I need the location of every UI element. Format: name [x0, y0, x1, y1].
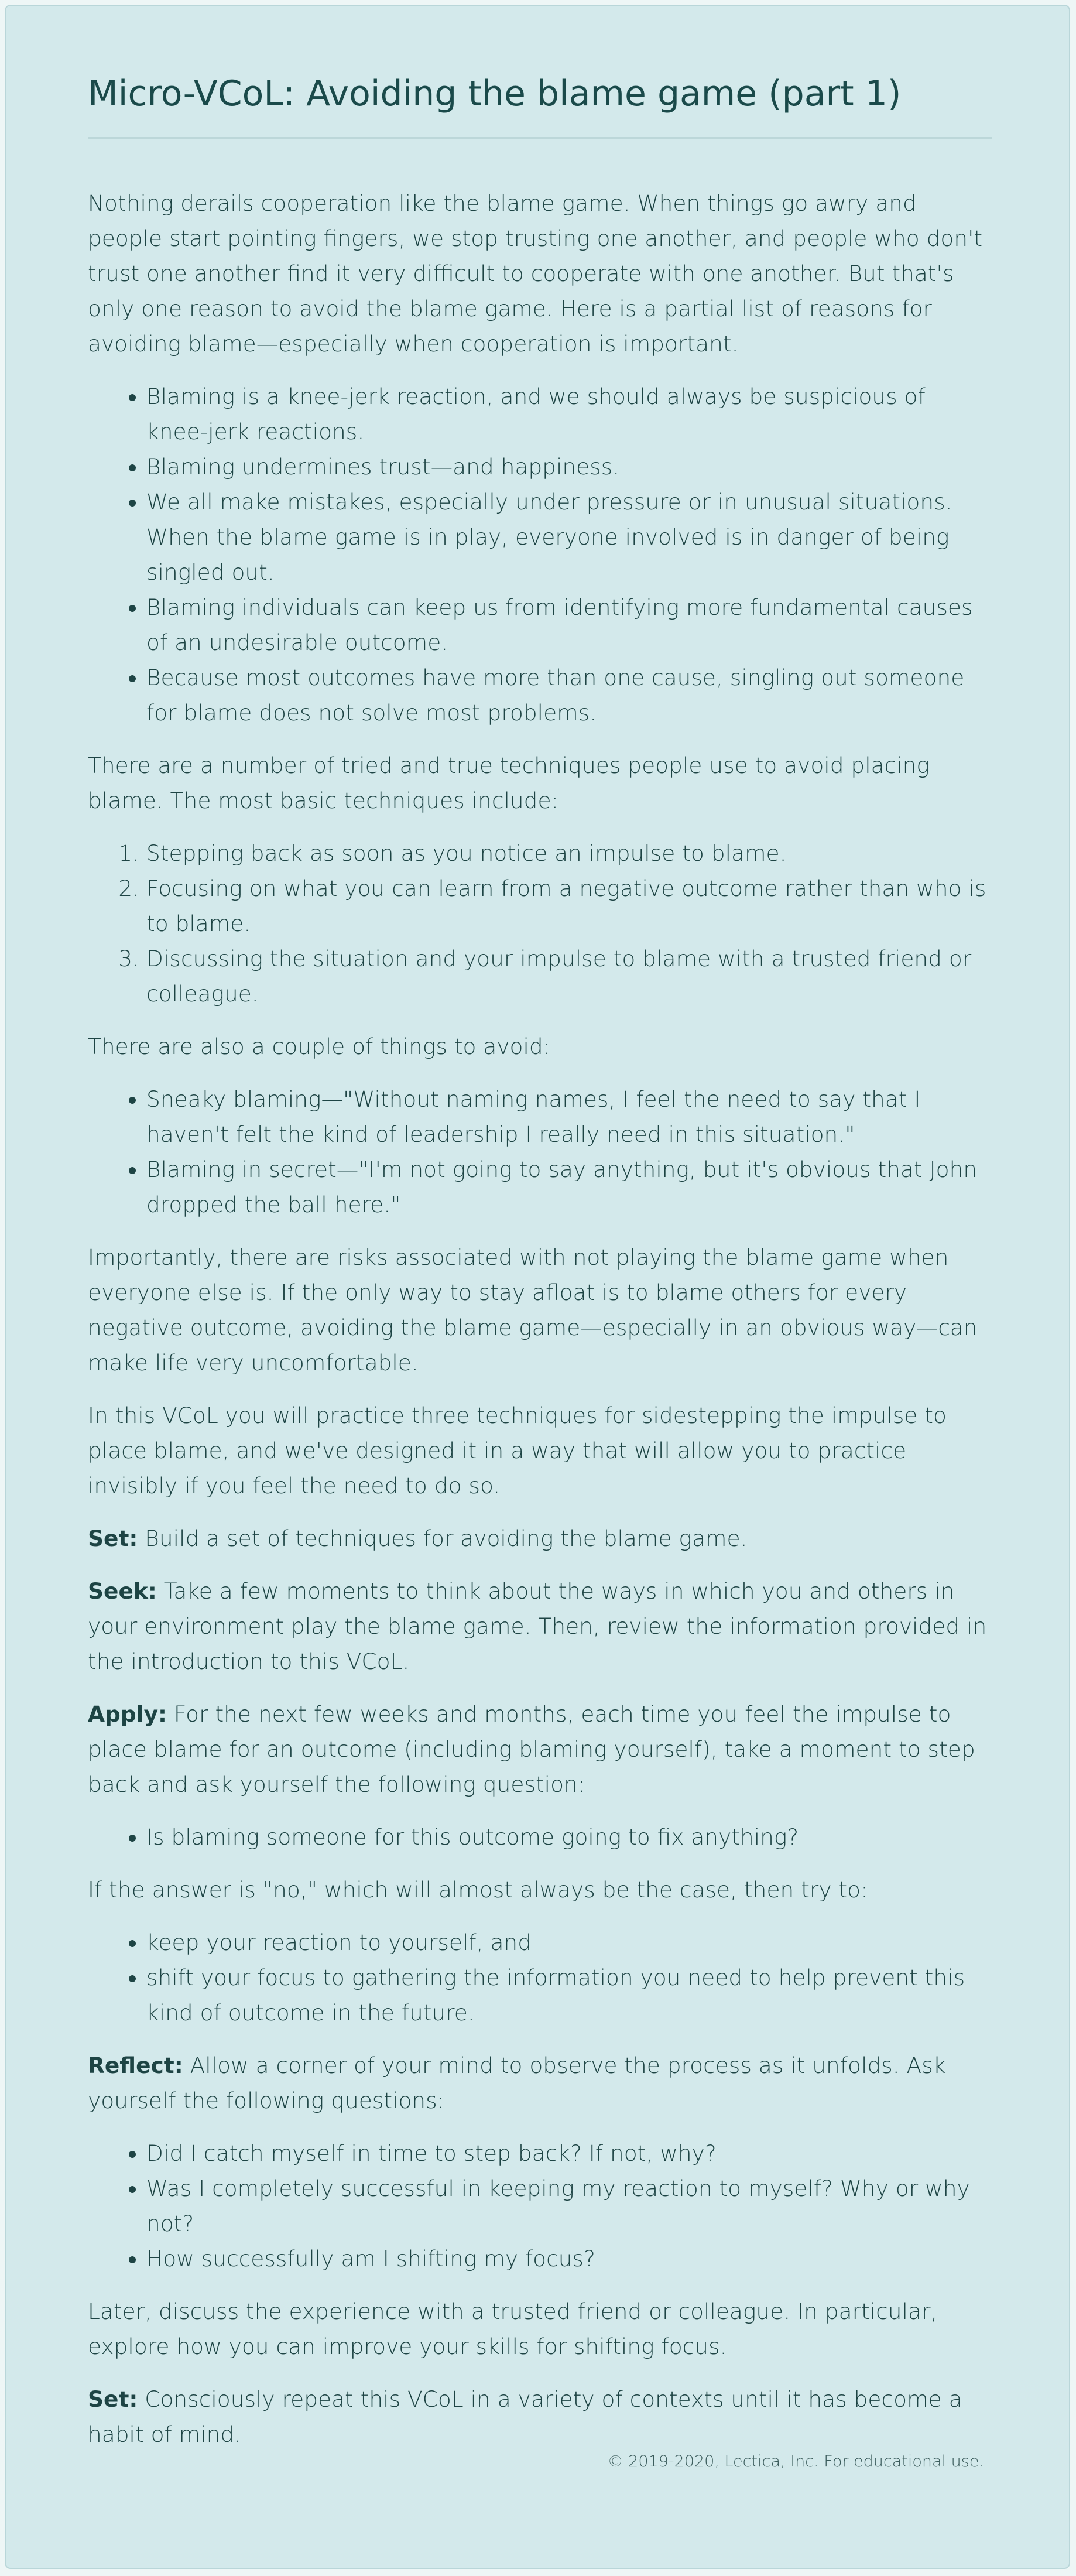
risks-paragraph: Importantly, there are risks associated with not playing the blame game when everyone else is. If the only way to stay afloat is to blame others for every negative outcome, avoiding the blame game—especially in an obvious way—can make life very uncomfortable.: [88, 1244, 978, 1376]
avoid-list: [88, 1082, 992, 1222]
list-item: • shift your focus to gathering the information you need to help prevent this kind of outcome in the future.: [146, 1960, 992, 2030]
list-item: 3. Discussing the situation and your impulse to blame with a trusted friend or colleague.: [146, 941, 992, 1011]
set-label: Set:: [88, 1525, 138, 1551]
list-item: • Was I completely successful in keeping my reaction to myself? Why or why not?: [146, 2171, 992, 2241]
reflect-questions-list: [88, 2136, 992, 2276]
list-item: • Is blaming someone for this outcome going to fix anything?: [146, 1819, 992, 1855]
practice-paragraph: In this VCoL you will practice three techniques for sidestepping the impulse to place blame, and we've designed it in a way that will allow you to practice invisibly if you feel the need to do so.: [88, 1402, 947, 1499]
apply-paragraph: [88, 1696, 992, 1802]
apply-text: For the next few weeks and months, each time you feel the impulse to place blame for an outcome (including blaming yourself), take a moment to step back and ask yourself the following question:: [88, 1701, 975, 1797]
copyright-footer: © 2019-2020, Lectica, Inc. For educational use.: [607, 2452, 984, 2471]
set-paragraph: [88, 1521, 992, 1556]
list-item: • Did I catch myself in time to step back? If not, why?: [146, 2136, 992, 2171]
set-repeat-text: Consciously repeat this VCoL in a variety of contexts until it has become a habit of mind.: [88, 2386, 962, 2447]
article-card: [5, 5, 1070, 2569]
techniques-intro: There are a number of tried and true techniques people use to avoid placing blame. The most basic techniques include:: [88, 752, 930, 813]
answer-steps-list: [88, 1925, 992, 2030]
seek-label: Seek:: [88, 1578, 157, 1604]
answer-intro: If the answer is "no," which will almost always be the case, then try to:: [88, 1877, 868, 1903]
list-item: • Blaming individuals can keep us from identifying more fundamental causes of an undesirable outcome.: [146, 590, 992, 660]
list-item: • Sneaky blaming—"Without naming names, I feel the need to say that I haven't felt the kind of leadership I really need in this situation.": [146, 1082, 992, 1152]
seek-paragraph: [88, 1573, 992, 1679]
reflect-text: Allow a corner of your mind to observe the process as it unfolds. Ask yourself the following questions:: [88, 2052, 946, 2113]
page-title: Micro-VCoL: Avoiding the blame game (part 1): [88, 70, 992, 139]
reflect-label: Reflect:: [88, 2052, 183, 2078]
list-item: • We all make mistakes, especially under pressure or in unusual situations. When the blame game is in play, everyone involved is in danger of being singled out.: [146, 484, 992, 590]
reflect-paragraph: [88, 2048, 992, 2118]
list-item: 2. Focusing on what you can learn from a negative outcome rather than who is to blame.: [146, 871, 992, 941]
set-text: Build a set of techniques for avoiding the blame game.: [138, 1525, 748, 1551]
set-repeat-label: Set:: [88, 2386, 138, 2412]
list-item: • keep your reaction to yourself, and: [146, 1925, 992, 1960]
list-item: • Blaming in secret—"I'm not going to say anything, but it's obvious that John dropped the ball here.": [146, 1152, 992, 1222]
list-item: 1. Stepping back as soon as you notice an impulse to blame.: [146, 836, 992, 871]
set-repeat-paragraph: [88, 2382, 992, 2452]
article-content: [88, 70, 992, 2469]
apply-label: Apply:: [88, 1701, 167, 1727]
list-item: • Blaming undermines trust—and happiness.: [146, 449, 992, 484]
apply-question-list: [88, 1819, 992, 1855]
list-item: • Blaming is a knee-jerk reaction, and we should always be suspicious of knee-jerk reactions.: [146, 379, 992, 449]
later-paragraph: Later, discuss the experience with a trusted friend or colleague. In particular, explore how you can improve your skills for shifting focus.: [88, 2298, 938, 2359]
avoid-intro: There are also a couple of things to avoid:: [88, 1034, 551, 1059]
list-item: • Because most outcomes have more than one cause, singling out someone for blame does not solve most problems.: [146, 660, 992, 730]
reasons-list: [88, 379, 992, 730]
intro-paragraph: Nothing derails cooperation like the blame game. When things go awry and people start pointing fingers, we stop trusting one another, and people who don't trust one another find it very difficult to cooperate with one another. But that's only one reason to avoid the blame game. Here is a partial list of reasons for avoiding blame—especially when cooperation is important.: [88, 190, 983, 357]
seek-text: Take a few moments to think about the ways in which you and others in your environment play the blame game. Then, review the information provided in the introduction to this VCoL.: [88, 1578, 987, 1674]
techniques-list: [88, 836, 992, 1011]
list-item: • How successfully am I shifting my focus?: [146, 2241, 992, 2276]
